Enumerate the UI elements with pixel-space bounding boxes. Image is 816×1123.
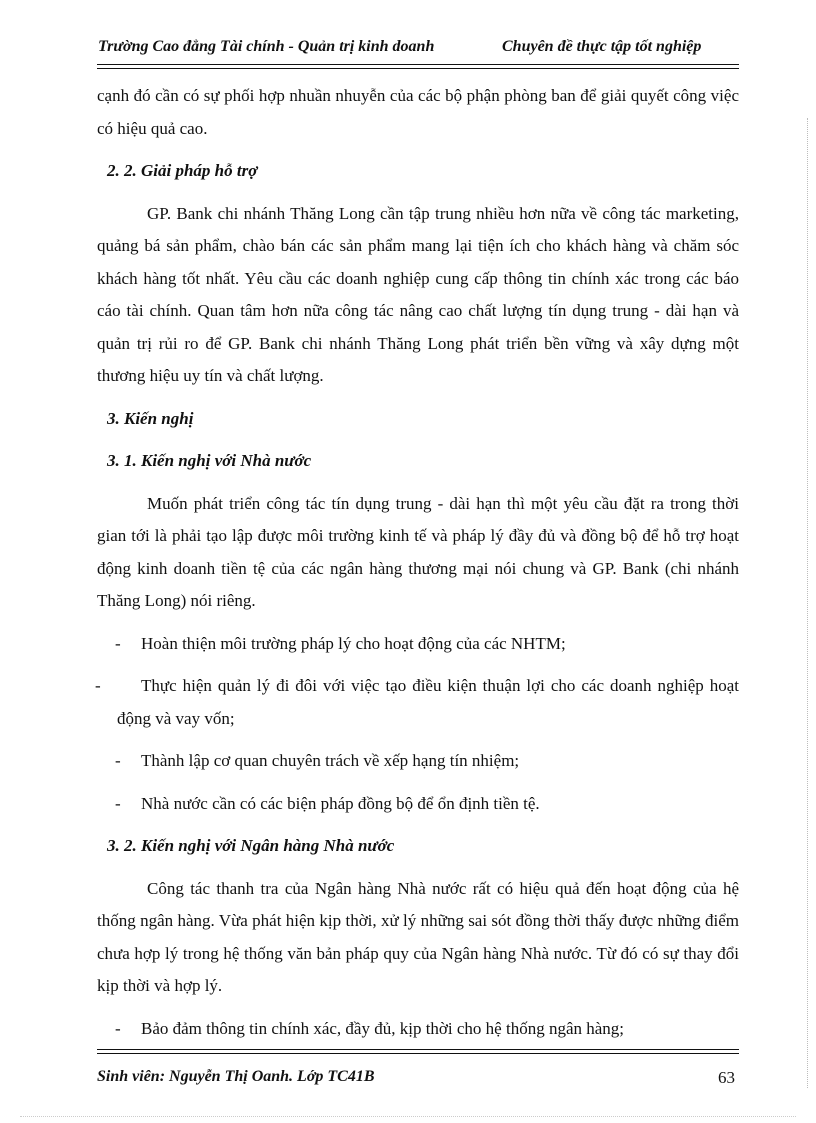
heading-3-1: 3. 1. Kiến nghị với Nhà nước [107,451,312,470]
list-item: - Bảo đảm thông tin chính xác, đầy đủ, kịp thời cho hệ thống ngân hàng; [115,1018,625,1038]
page-header [98,38,738,60]
paragraph-state-recommendations: Muốn phát triển công tác tín dụng trung - dài hạn thì một yêu cầu đặt ra trong thời gian tới là phải tạo lập được môi trường kinh tế và pháp lý đầy đủ và đồng bộ để hỗ trợ hoạt động kinh doanh tiền tệ của các ngân hàng thương mại nói chung và GP. Bank (chi nhánh Thăng Long) nói riêng. [97,493,739,610]
header-rule-bottom [97,68,739,69]
footer-rule-top [97,1049,739,1050]
page-border-dots-bottom [20,1116,796,1117]
header-title: Chuyên đề thực tập tốt nghiệp [502,38,702,55]
footer-student: Sinh viên: Nguyễn Thị Oanh. Lớp TC41B [97,1068,375,1085]
page-body [97,80,739,1045]
page-border-dots-right [807,118,808,1088]
heading-2-2: 2. 2. Giải pháp hỗ trợ [107,161,258,180]
header-rule-top [97,64,739,65]
list-item: - Thực hiện quản lý đi đôi với việc tạo điều kiện thuận lợi cho các doanh nghiệp hoạt động và vay vốn; [95,676,739,728]
list-item: - Thành lập cơ quan chuyên trách về xếp hạng tín nhiệm; [115,751,520,770]
list-item: - Hoàn thiện môi trường pháp lý cho hoạt động của các NHTM; [115,633,566,653]
page-number: 63 [718,1068,735,1087]
paragraph-central-bank: Công tác thanh tra của Ngân hàng Nhà nước rất có hiệu quả đến hoạt động của hệ thống ngân hàng. Vừa phát hiện kịp thời, xử lý những sai sót đồng thời thấy được những điểm chưa hợp lý trong hệ thống văn bản pháp quy của Ngân hàng Nhà nước. Từ đó có sự thay đổi kịp thời và hợp lý. [97,878,739,995]
list-item: - Nhà nước cần có các biện pháp đồng bộ để ổn định tiền tệ. [115,793,540,813]
footer-rule-bottom [97,1053,739,1054]
heading-3: 3. Kiến nghị [107,408,194,428]
paragraph-support-solutions: GP. Bank chi nhánh Thăng Long cần tập trung nhiều hơn nữa về công tác marketing, quảng bá sản phẩm, chào bán các sản phẩm mang lại tiện ích cho khách hàng và chăm sóc khách hàng tốt nhất. Yêu cầu các doanh nghiệp cung cấp thông tin chính xác trong các báo cáo tài chính. Quan tâm hơn nữa công tác nâng cao chất lượng tín dụng trung - dài hạn và quản trị rủi ro để GP. Bank chi nhánh Thăng Long phát triển bền vững và xây dựng một thương hiệu uy tín và chất lượng. [97,203,739,385]
paragraph-continuation: cạnh đó cần có sự phối hợp nhuần nhuyễn của các bộ phận phòng ban để giải quyết công việc có hiệu quả cao. [97,86,739,138]
header-school: Trường Cao đẳng Tài chính - Quản trị kinh doanh [98,38,435,55]
heading-3-2: 3. 2. Kiến nghị với Ngân hàng Nhà nước [107,836,395,855]
